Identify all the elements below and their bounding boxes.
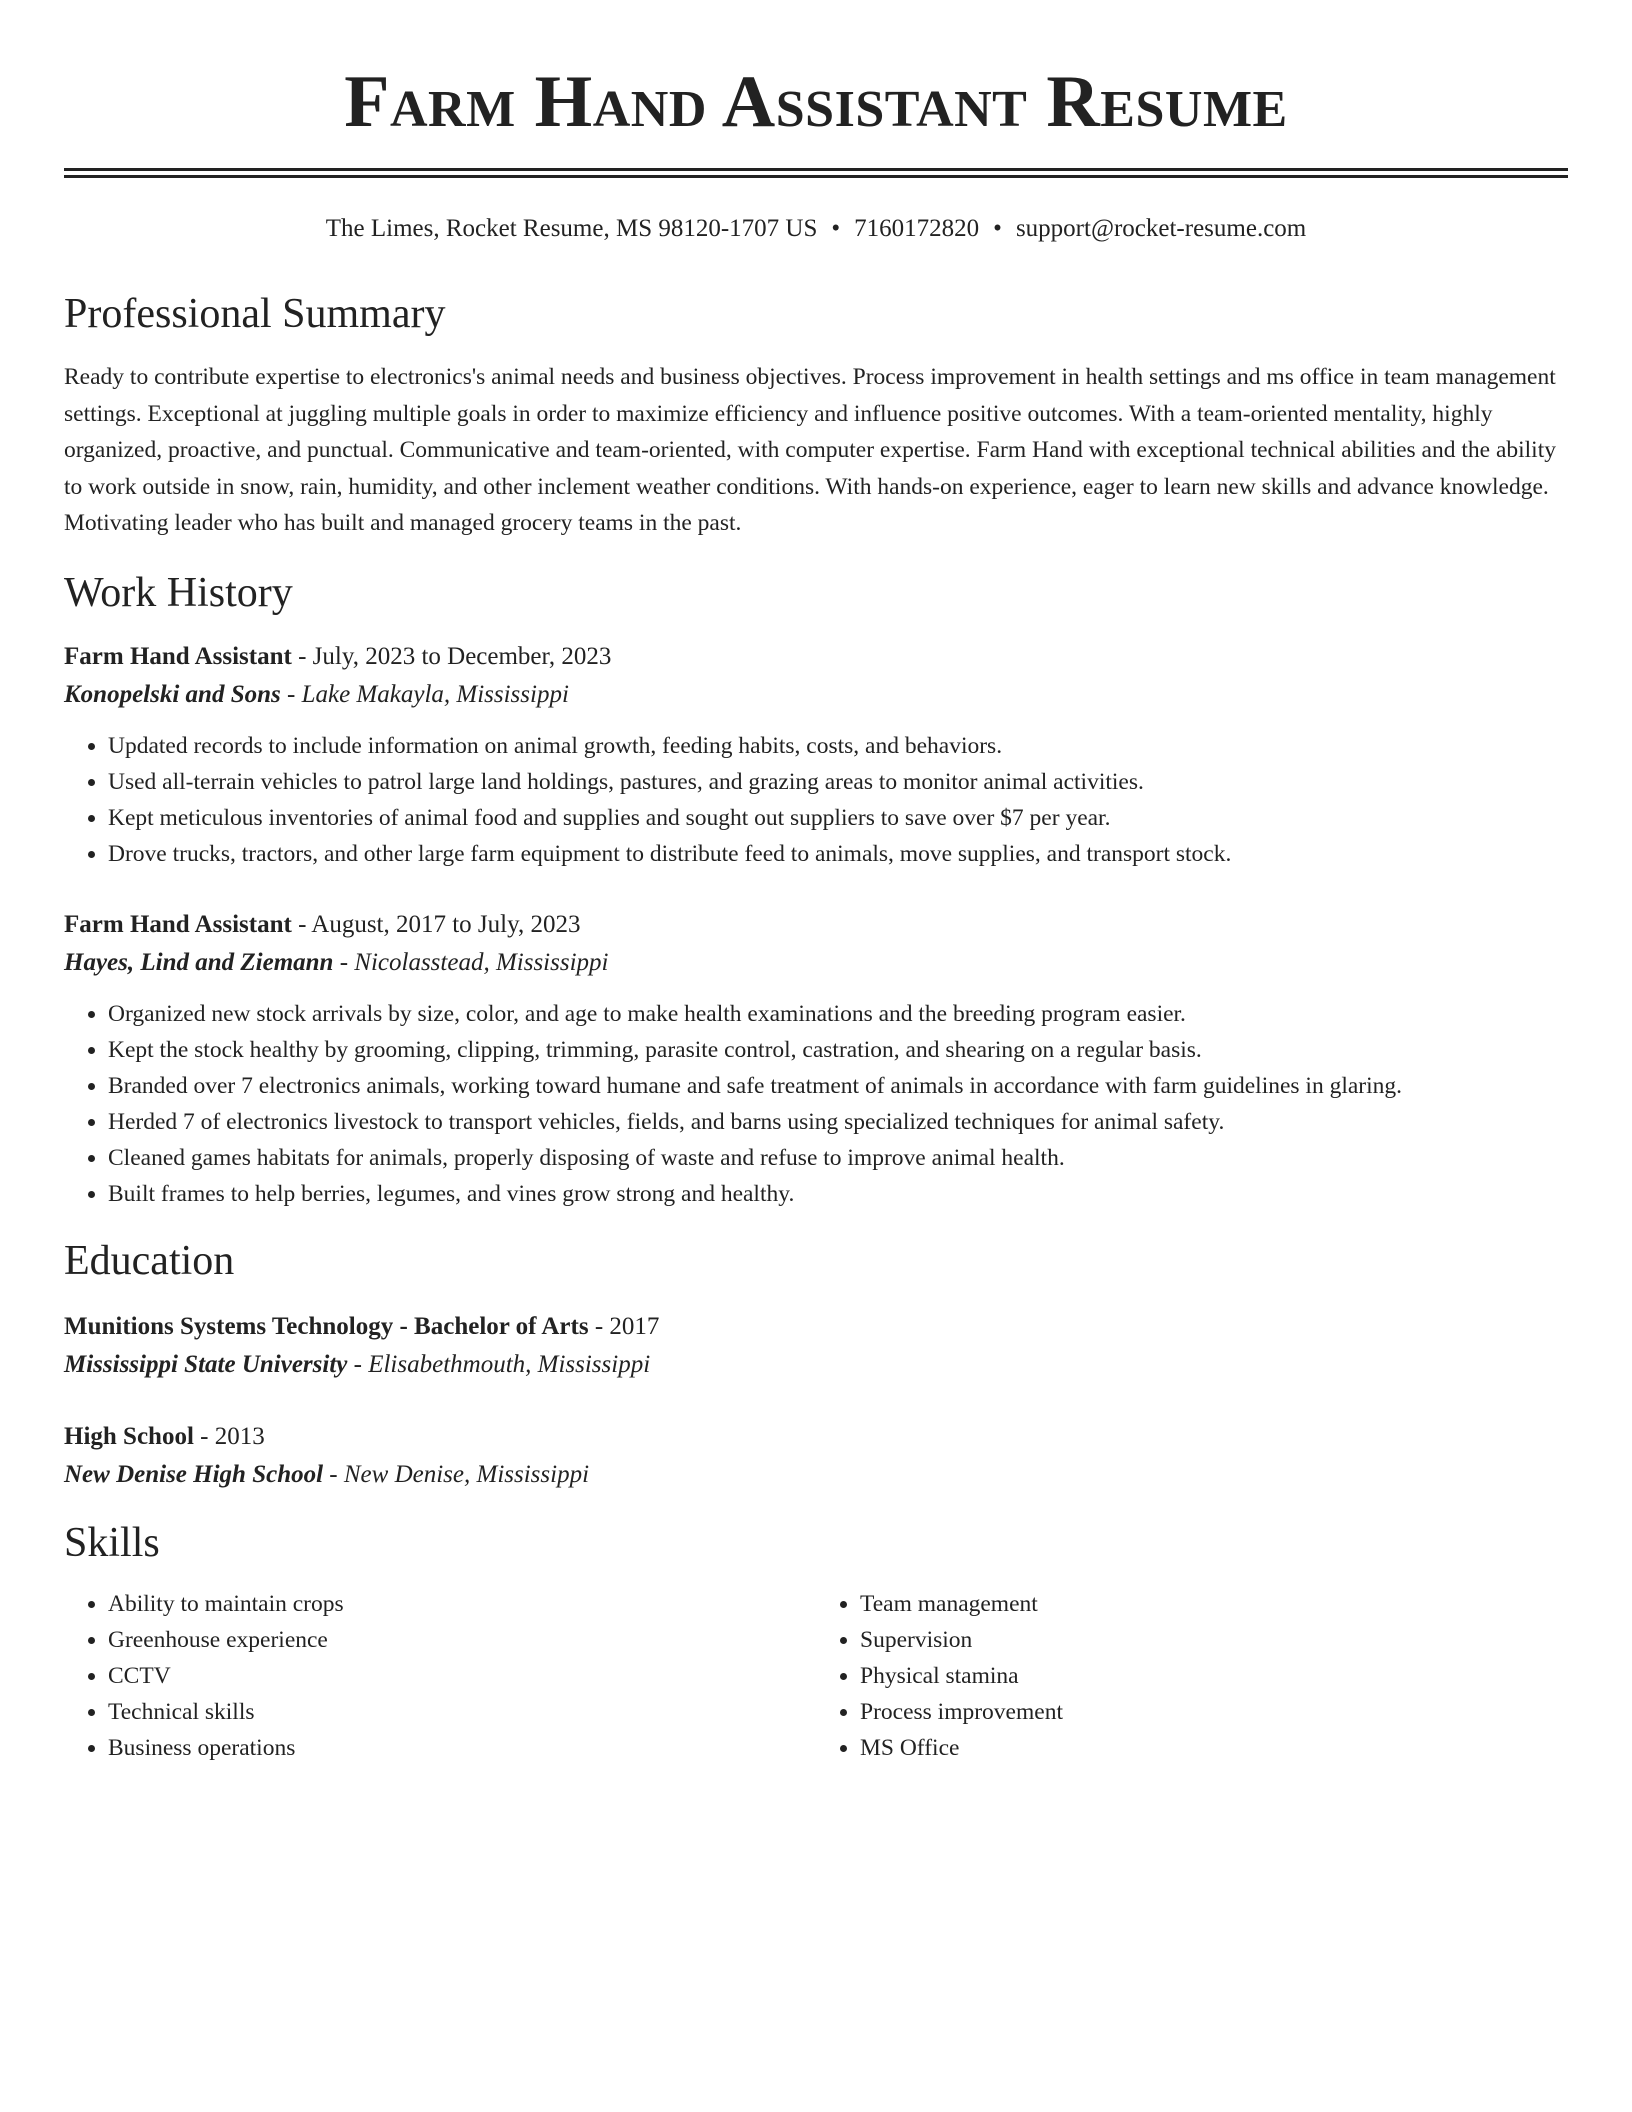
job-bullet: • Drove trucks, tractors, and other large farm equipment to distribute feed to animals, move supplies, and transport stock. bbox=[108, 836, 1568, 872]
job-dates: - July, 2023 to December, 2023 bbox=[291, 642, 612, 670]
skill-item: • CCTV bbox=[108, 1658, 816, 1694]
job-bullet: • Built frames to help berries, legumes, and vines grow strong and healthy. bbox=[108, 1176, 1568, 1212]
skills-heading: Skills bbox=[64, 1519, 160, 1566]
education-heading: Education bbox=[64, 1237, 235, 1284]
job-bullet: • Kept meticulous inventories of animal food and supplies and sought out suppliers to save over $7 per year. bbox=[108, 800, 1568, 836]
skill-item: • Ability to maintain crops bbox=[108, 1586, 816, 1622]
summary-text: Ready to contribute expertise to electronics's animal needs and business objectives. Process improvement in health settings and ms office in team management settings. Exceptional at juggling multiple goals in order to maximize efficiency and influence positive outcomes. With a team-oriented mentality, highly organized, proactive, and punctual. Communicative and team-oriented, with computer expertise. Farm Hand with exceptional technical abilities and the ability to work outside in snow, rain, humidity, and other inclement weather conditions. With hands-on experience, eager to learn new skills and advance knowledge. Motivating leader who has built and managed grocery teams in the past. bbox=[64, 364, 1556, 536]
education-school: Mississippi State University bbox=[64, 1350, 348, 1378]
job-company-line bbox=[64, 676, 1568, 714]
job-bullet: • Organized new stock arrivals by size, color, and age to make health examinations and the breeding program easier. bbox=[108, 996, 1568, 1032]
skill-item: • Supervision bbox=[860, 1622, 1568, 1658]
contact-phone: 7160172820 bbox=[854, 215, 980, 242]
job-bullet: • Kept the stock healthy by grooming, clipping, trimming, parasite control, castration, and shearing on a regular basis. bbox=[108, 1032, 1568, 1068]
skills-column-right bbox=[816, 1586, 1568, 1766]
title-double-rule bbox=[64, 168, 1568, 178]
education-degree-line bbox=[64, 1308, 1568, 1346]
job-bullets bbox=[64, 996, 1568, 1212]
education-degree: High School bbox=[64, 1422, 194, 1450]
job-company-line bbox=[64, 944, 1568, 982]
job-title-line bbox=[64, 638, 1568, 676]
job-entry bbox=[64, 906, 1568, 1212]
education-school-line bbox=[64, 1346, 1568, 1384]
job-bullet: • Cleaned games habitats for animals, properly disposing of waste and refuse to improve animal health. bbox=[108, 1140, 1568, 1176]
education-entry bbox=[64, 1418, 1568, 1494]
work-history-heading: Work History bbox=[64, 569, 293, 616]
summary-heading: Professional Summary bbox=[64, 291, 446, 337]
education-degree-line bbox=[64, 1418, 1568, 1456]
skill-item: • MS Office bbox=[860, 1730, 1568, 1766]
job-dates: - August, 2017 to July, 2023 bbox=[291, 910, 581, 938]
job-location: - Lake Makayla, Mississippi bbox=[280, 680, 569, 708]
job-company: Hayes, Lind and Ziemann bbox=[64, 948, 334, 976]
skill-item: • Process improvement bbox=[860, 1694, 1568, 1730]
job-entry bbox=[64, 638, 1568, 872]
job-title-line bbox=[64, 906, 1568, 944]
contact-address: The Limes, Rocket Resume, MS 98120-1707 US bbox=[325, 215, 818, 242]
skill-item: • Physical stamina bbox=[860, 1658, 1568, 1694]
job-bullet: • Branded over 7 electronics animals, working toward humane and safe treatment of animals in accordance with farm guidelines in glaring. bbox=[108, 1068, 1568, 1104]
skill-item: • Greenhouse experience bbox=[108, 1622, 816, 1658]
skills-column-left bbox=[64, 1586, 816, 1766]
job-company: Konopelski and Sons bbox=[64, 680, 281, 708]
resume-title: Farm Hand Assistant Resume bbox=[344, 61, 1288, 143]
skill-item: • Team management bbox=[860, 1586, 1568, 1622]
job-bullet: • Herded 7 of electronics livestock to transport vehicles, fields, and barns using specialized techniques for animal safety. bbox=[108, 1104, 1568, 1140]
job-title: Farm Hand Assistant bbox=[64, 910, 292, 938]
education-degree: Munitions Systems Technology - Bachelor of Arts bbox=[64, 1312, 589, 1340]
job-bullet: • Updated records to include information on animal growth, feeding habits, costs, and behaviors. bbox=[108, 728, 1568, 764]
education-location: - Elisabethmouth, Mississippi bbox=[347, 1350, 651, 1378]
education-school-line bbox=[64, 1456, 1568, 1494]
contact-email: support@rocket-resume.com bbox=[1015, 215, 1307, 242]
skill-item: • Business operations bbox=[108, 1730, 816, 1766]
job-title: Farm Hand Assistant bbox=[64, 642, 292, 670]
contact-separator: • bbox=[993, 215, 1002, 242]
skills-grid bbox=[64, 1586, 1568, 1766]
job-bullet: • Used all-terrain vehicles to patrol large land holdings, pastures, and grazing areas to monitor animal activities. bbox=[108, 764, 1568, 800]
education-school: New Denise High School bbox=[64, 1460, 324, 1488]
education-entry bbox=[64, 1308, 1568, 1384]
contact-separator: • bbox=[831, 215, 841, 242]
education-year: - 2013 bbox=[193, 1422, 265, 1450]
education-location: - New Denise, Mississippi bbox=[323, 1460, 590, 1488]
job-bullets bbox=[64, 728, 1568, 872]
education-year: - 2017 bbox=[588, 1312, 660, 1340]
resume-page bbox=[64, 0, 1568, 1766]
contact-line bbox=[64, 213, 1568, 245]
skill-item: • Technical skills bbox=[108, 1694, 816, 1730]
job-location: - Nicolasstead, Mississippi bbox=[333, 948, 609, 976]
